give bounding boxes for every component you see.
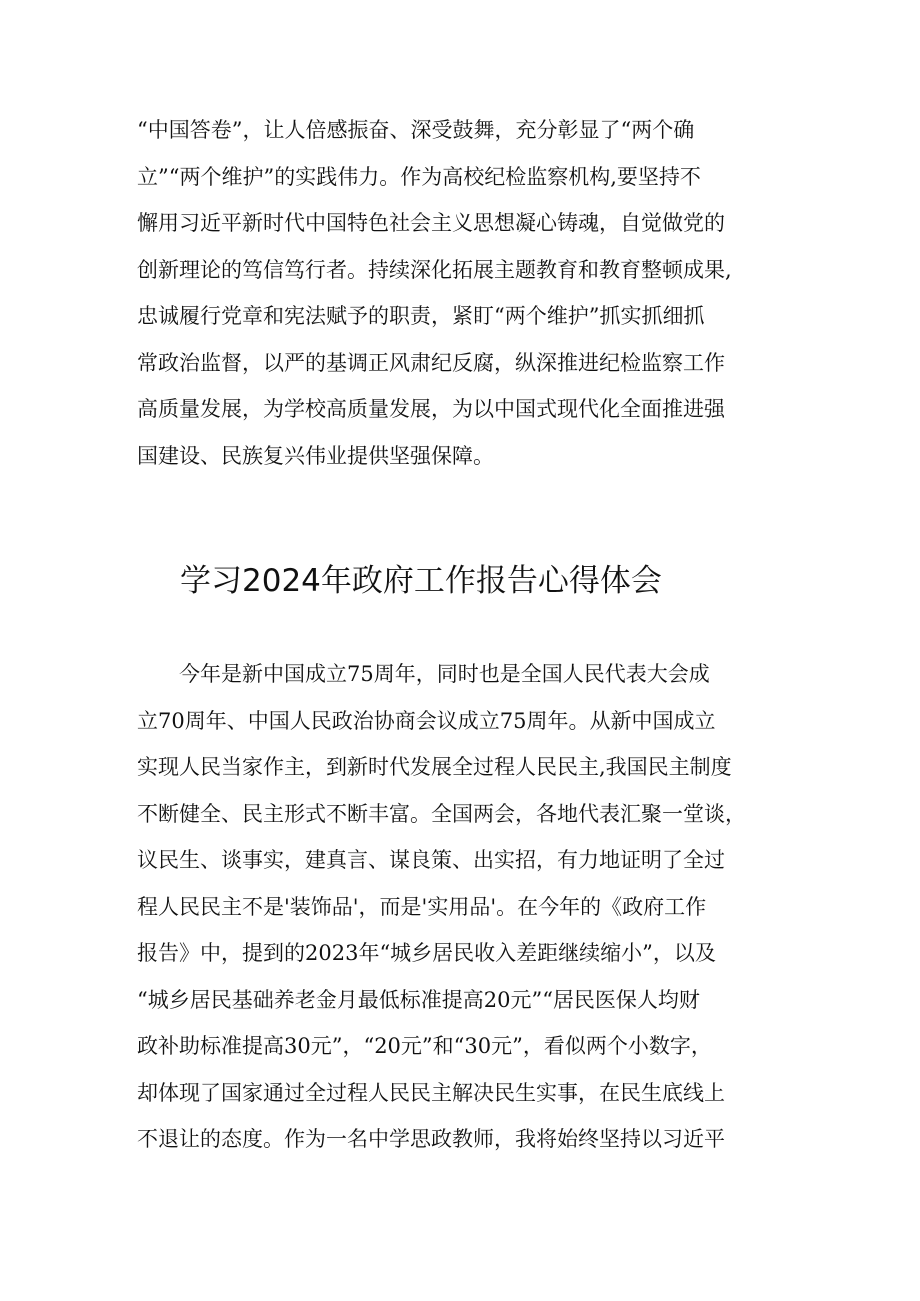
text-line: 却体现了国家通过全过程人民民主解决民生实事，在民生底线上 <box>137 1080 725 1105</box>
text-line: 国建设、民族复兴伟业提供坚强保障。 <box>137 443 494 468</box>
text-line: 立70周年、中国人民政治协商会议成立75周年。从新中国成立 <box>137 708 716 733</box>
text-line: 报告》中，提到的2023年“城乡居民收入差距继续缩小”，以及 <box>137 941 716 965</box>
text-line: 懈用习近平新时代中国特色社会主义思想凝心铸魂，自觉做党的 <box>137 211 725 235</box>
text-line: 忠诚履行党章和宪法赋予的职责，紧盯“两个维护”抓实抓细抓 <box>137 304 705 328</box>
text-line: 不断健全、民主形式不断丰富。全国两会，各地代表汇聚一堂谈， <box>137 801 746 826</box>
text-line: 创新理论的笃信笃行者。持续深化拓展主题教育和教育整顿成果, <box>137 257 732 282</box>
text-line: 政补助标准提高30元”，“20元”和“30元”，看似两个小数字， <box>137 1034 712 1058</box>
text-line: 立”“两个维护”的实践伟力。作为高校纪检监察机构,要坚持不 <box>137 164 701 189</box>
text-line: 议民生、谈事实，建真言、谋良策、出实招，有力地证明了全过 <box>137 848 725 872</box>
text-line: 程人民民主不是'装饰品'，而是'实用品'。在今年的《政府工作 <box>137 894 707 919</box>
text-line: “中国答卷”，让人倍感振奋、深受鼓舞，充分彰显了“两个确 <box>137 118 695 142</box>
paragraph-body <box>137 651 791 1163</box>
text-line: 实现人民当家作主，到新时代发展全过程人民民主,我国民主制度 <box>137 755 732 779</box>
section-heading: 学习2024年政府工作报告心得体会 <box>180 563 662 599</box>
text-line: 不退让的态度。作为一名中学思政教师，我将始终坚持以习近平 <box>137 1127 725 1151</box>
paragraph-continued <box>137 107 791 479</box>
text-line: 常政治监督，以严的基调正风肃纪反腐，纵深推进纪检监察工作 <box>137 350 725 375</box>
text-line: 今年是新中国成立75周年，同时也是全国人民代表大会成 <box>179 662 710 686</box>
text-line: 高质量发展，为学校高质量发展，为以中国式现代化全面推进强 <box>137 397 725 421</box>
text-line: “城乡居民基础养老金月最低标准提高20元”“居民医保人均财 <box>137 987 700 1012</box>
